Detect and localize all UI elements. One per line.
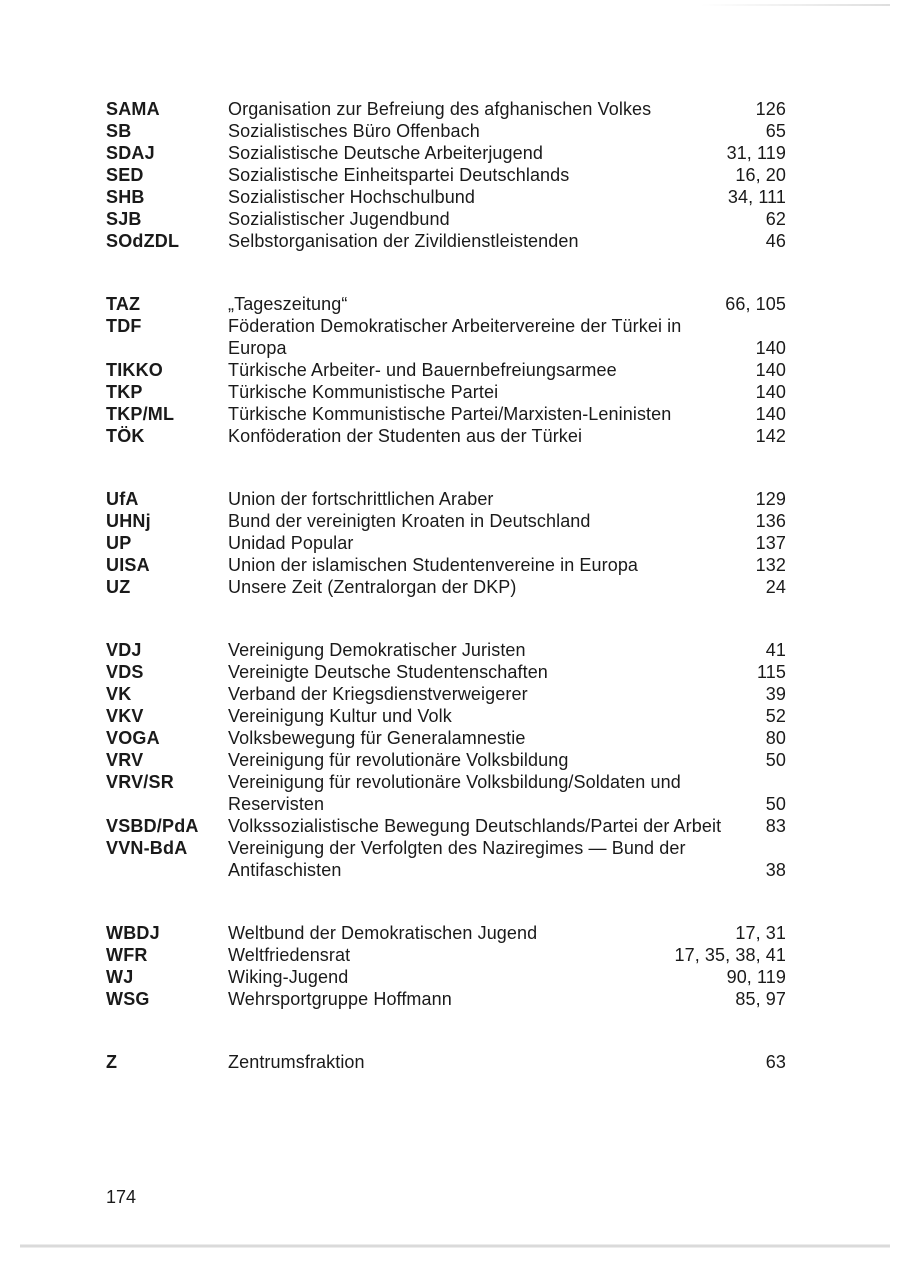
index-entry (106, 661, 786, 683)
entry-description: Vereinigung Demokratischer Juristen (228, 640, 526, 660)
entry-description: Volkssozialistische Bewegung Deutschlands/Partei der Arbeit (228, 816, 722, 836)
entry-description: Sozialistische Deutsche Arbeiterjugend (228, 143, 543, 163)
index-entry (106, 315, 786, 359)
entry-abbreviation: SJB (106, 209, 142, 229)
entry-page-references: 24 (765, 577, 786, 597)
entry-page-references: 39 (765, 684, 786, 704)
entry-description: Türkische Kommunistische Partei/Marxisten-Leninisten (228, 404, 672, 424)
scan-edge-top (700, 4, 890, 6)
entry-page-references: 140 (755, 404, 786, 424)
entry-body (228, 749, 786, 771)
entry-description: Türkische Arbeiter- und Bauernbefreiungsarmee (228, 360, 617, 380)
entry-body (228, 164, 786, 186)
entry-page-references: 41 (765, 640, 786, 660)
index-entry (106, 208, 786, 230)
entry-description: Sozialistischer Hochschulbund (228, 187, 476, 207)
entry-description: Union der fortschrittlichen Araber (228, 489, 494, 509)
entry-body (228, 727, 786, 749)
entry-description: Weltfriedensrat (228, 945, 351, 965)
entry-abbreviation: SOdZDL (106, 231, 180, 251)
entry-page-references: 52 (765, 706, 786, 726)
entry-description: Vereinigung für revolutionäre Volksbildung/Soldaten und Reservisten (228, 772, 681, 814)
index-entry (106, 164, 786, 186)
entry-description: Unsere Zeit (Zentralorgan der DKP) (228, 577, 517, 597)
entry-body (228, 488, 786, 510)
index-entry (106, 922, 786, 944)
entry-description: Verband der Kriegsdienstverweigerer (228, 684, 528, 704)
index-entry (106, 293, 786, 315)
entry-body (228, 705, 786, 727)
entry-abbreviation: VDS (106, 662, 144, 682)
entry-abbreviation: VKV (106, 706, 144, 726)
entry-body (228, 837, 786, 881)
entry-body (228, 186, 786, 208)
entry-description: Sozialistischer Jugendbund (228, 209, 450, 229)
entry-body (228, 510, 786, 532)
entry-description: Türkische Kommunistische Partei (228, 382, 499, 402)
index-entry (106, 359, 786, 381)
entry-page-references: 140 (755, 360, 786, 380)
entry-description: Volksbewegung für Generalamnestie (228, 728, 526, 748)
index-entry (106, 815, 786, 837)
entry-description: Föderation Demokratischer Arbeitervereine der Türkei in Europa (228, 316, 682, 358)
entry-abbreviation: UISA (106, 555, 150, 575)
entry-abbreviation: UP (106, 533, 132, 553)
index-entry (106, 966, 786, 988)
entry-abbreviation: TDF (106, 316, 142, 336)
entry-description: „Tageszeitung“ (228, 294, 348, 314)
entry-body (228, 1051, 786, 1073)
entry-page-references: 50 (765, 750, 786, 770)
entry-description: Vereinigung für revolutionäre Volksbildung (228, 750, 569, 770)
entry-body (228, 315, 786, 359)
page-number: 174 (106, 1187, 137, 1207)
entry-abbreviation: VK (106, 684, 132, 704)
index-entry (106, 771, 786, 815)
entry-page-references: 126 (755, 99, 786, 119)
index-entry (106, 1051, 786, 1073)
entry-page-references: 17, 31 (735, 923, 786, 943)
entry-body (228, 922, 786, 944)
entry-abbreviation: WFR (106, 945, 148, 965)
entry-abbreviation: VVN-BdA (106, 838, 188, 858)
entry-abbreviation: VRV/SR (106, 772, 174, 792)
index-entry (106, 727, 786, 749)
entry-description: Weltbund der Demokratischen Jugend (228, 923, 538, 943)
entry-abbreviation: WJ (106, 967, 134, 987)
entry-body (228, 359, 786, 381)
entry-abbreviation: VRV (106, 750, 144, 770)
index-entry (106, 425, 786, 447)
index-section (106, 1051, 786, 1073)
index-entry (106, 705, 786, 727)
entry-abbreviation: SED (106, 165, 144, 185)
entry-body (228, 532, 786, 554)
index-section (106, 488, 786, 598)
entry-page-references: 90, 119 (726, 967, 786, 987)
entry-page-references: 50 (765, 794, 786, 814)
entry-abbreviation: SB (106, 121, 132, 141)
entry-body (228, 230, 786, 252)
entry-page-references: 63 (765, 1052, 786, 1072)
entry-description: Vereinigung Kultur und Volk (228, 706, 452, 726)
entry-description: Sozialistische Einheitspartei Deutschlands (228, 165, 570, 185)
entry-page-references: 16, 20 (735, 165, 786, 185)
index-section (106, 293, 786, 447)
index-entry (106, 944, 786, 966)
index-entry (106, 639, 786, 661)
entry-page-references: 137 (755, 533, 786, 553)
entry-abbreviation: UfA (106, 489, 139, 509)
abbreviation-index (106, 98, 786, 1114)
entry-abbreviation: TKP (106, 382, 143, 402)
index-section (106, 922, 786, 1010)
entry-abbreviation: TIKKO (106, 360, 163, 380)
entry-page-references: 129 (755, 489, 786, 509)
index-entry (106, 98, 786, 120)
entry-body (228, 944, 786, 966)
entry-body (228, 771, 786, 815)
entry-abbreviation: Z (106, 1052, 118, 1072)
entry-page-references: 132 (755, 555, 786, 575)
entry-abbreviation: TAZ (106, 294, 141, 314)
entry-body (228, 815, 786, 837)
entry-description: Selbstorganisation der Zivildienstleistenden (228, 231, 579, 251)
entry-body (228, 403, 786, 425)
scan-edge-bottom (20, 1244, 890, 1248)
entry-page-references: 38 (765, 860, 786, 880)
entry-page-references: 66, 105 (725, 294, 786, 314)
index-entry (106, 488, 786, 510)
index-entry (106, 381, 786, 403)
index-entry (106, 142, 786, 164)
entry-body (228, 966, 786, 988)
entry-abbreviation: SAMA (106, 99, 160, 119)
entry-abbreviation: WBDJ (106, 923, 160, 943)
entry-abbreviation: WSG (106, 989, 150, 1009)
entry-body (228, 98, 786, 120)
entry-abbreviation: UHNj (106, 511, 151, 531)
entry-page-references: 140 (755, 382, 786, 402)
entry-description: Vereinigte Deutsche Studentenschaften (228, 662, 548, 682)
index-section (106, 639, 786, 881)
entry-body (228, 120, 786, 142)
index-entry (106, 683, 786, 705)
entry-page-references: 142 (755, 426, 786, 446)
entry-description: Union der islamischen Studentenvereine in Europa (228, 555, 639, 575)
entry-description: Vereinigung der Verfolgten des Naziregimes — Bund der Antifaschisten (228, 838, 686, 880)
entry-page-references: 85, 97 (735, 989, 786, 1009)
entry-body (228, 142, 786, 164)
entry-abbreviation: VSBD/PdA (106, 816, 199, 836)
entry-abbreviation: TKP/ML (106, 404, 175, 424)
entry-abbreviation: SDAJ (106, 143, 155, 163)
index-section (106, 98, 786, 252)
index-entry (106, 576, 786, 598)
entry-page-references: 17, 35, 38, 41 (674, 945, 786, 965)
entry-body (228, 381, 786, 403)
entry-description: Unidad Popular (228, 533, 354, 553)
index-entry (106, 510, 786, 532)
index-entry (106, 554, 786, 576)
entry-description: Organisation zur Befreiung des afghanischen Volkes (228, 99, 652, 119)
entry-page-references: 31, 119 (726, 143, 786, 163)
index-entry (106, 186, 786, 208)
entry-page-references: 65 (765, 121, 786, 141)
entry-description: Bund der vereinigten Kroaten in Deutschland (228, 511, 591, 531)
entry-page-references: 62 (765, 209, 786, 229)
entry-description: Konföderation der Studenten aus der Türkei (228, 426, 583, 446)
index-entry (106, 532, 786, 554)
entry-description: Wehrsportgruppe Hoffmann (228, 989, 452, 1009)
entry-abbreviation: VOGA (106, 728, 160, 748)
entry-body (228, 683, 786, 705)
entry-description: Sozialistisches Büro Offenbach (228, 121, 480, 141)
index-entry (106, 749, 786, 771)
entry-abbreviation: VDJ (106, 640, 142, 660)
index-entry (106, 230, 786, 252)
entry-page-references: 140 (755, 338, 786, 358)
entry-page-references: 34, 111 (727, 187, 786, 207)
entry-body (228, 425, 786, 447)
entry-page-references: 46 (765, 231, 786, 251)
entry-page-references: 80 (765, 728, 786, 748)
entry-body (228, 576, 786, 598)
entry-body (228, 661, 786, 683)
entry-body (228, 208, 786, 230)
entry-abbreviation: TÖK (106, 426, 145, 446)
entry-body (228, 639, 786, 661)
entry-page-references: 115 (757, 662, 786, 682)
index-entry (106, 988, 786, 1010)
entry-page-references: 136 (755, 511, 786, 531)
index-entry (106, 120, 786, 142)
entry-body (228, 988, 786, 1010)
entry-abbreviation: UZ (106, 577, 131, 597)
index-entry (106, 403, 786, 425)
entry-body (228, 554, 786, 576)
entry-page-references: 83 (765, 816, 786, 836)
entry-abbreviation: SHB (106, 187, 145, 207)
entry-body (228, 293, 786, 315)
entry-description: Zentrumsfraktion (228, 1052, 365, 1072)
entry-description: Wiking-Jugend (228, 967, 349, 987)
index-entry (106, 837, 786, 881)
